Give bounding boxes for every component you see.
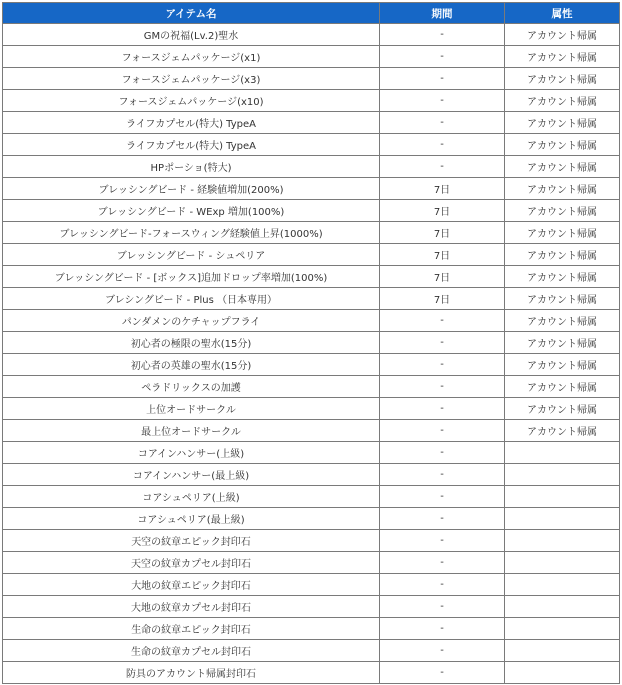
period-cell: - <box>380 508 505 530</box>
table-row <box>3 332 620 354</box>
period-cell: - <box>380 376 505 398</box>
item-name-cell: 大地の紋章エピック封印石 <box>3 574 380 596</box>
period-cell: 7日 <box>380 200 505 222</box>
table-row <box>3 552 620 574</box>
item-name-cell: コアインハンサー(上級) <box>3 442 380 464</box>
period-cell: - <box>380 530 505 552</box>
table-row <box>3 222 620 244</box>
item-name-cell: 初心者の極限の聖水(15分) <box>3 332 380 354</box>
item-name-cell: GMの祝福(Lv.2)聖水 <box>3 24 380 46</box>
period-cell: 7日 <box>380 222 505 244</box>
period-cell: - <box>380 156 505 178</box>
table-row <box>3 618 620 640</box>
attribute-cell <box>505 662 620 684</box>
item-name-cell: フォースジェムパッケージ(x1) <box>3 46 380 68</box>
period-cell: - <box>380 552 505 574</box>
attribute-cell <box>505 442 620 464</box>
attribute-cell <box>505 618 620 640</box>
period-cell: - <box>380 618 505 640</box>
table-row <box>3 244 620 266</box>
table-row <box>3 486 620 508</box>
attribute-cell: アカウント帰属 <box>505 310 620 332</box>
header-item-name: アイテム名 <box>3 3 380 24</box>
item-name-cell: フォースジェムパッケージ(x10) <box>3 90 380 112</box>
period-cell: 7日 <box>380 178 505 200</box>
header-period: 期間 <box>380 3 505 24</box>
table-row <box>3 420 620 442</box>
attribute-cell: アカウント帰属 <box>505 178 620 200</box>
attribute-cell <box>505 640 620 662</box>
table-row <box>3 46 620 68</box>
period-cell: 7日 <box>380 288 505 310</box>
item-name-cell: ブレッシングビード - 経験値増加(200%) <box>3 178 380 200</box>
period-cell: - <box>380 574 505 596</box>
attribute-cell: アカウント帰属 <box>505 134 620 156</box>
table-row <box>3 574 620 596</box>
item-name-cell: ブレッシングビード-フォースウィング経験値上昇(1000%) <box>3 222 380 244</box>
table-row <box>3 156 620 178</box>
item-name-cell: ブレッシングビード - WExp 増加(100%) <box>3 200 380 222</box>
table-row <box>3 530 620 552</box>
period-cell: - <box>380 464 505 486</box>
period-cell: - <box>380 420 505 442</box>
table-row <box>3 288 620 310</box>
item-table <box>2 2 620 684</box>
item-name-cell: 初心者の英雄の聖水(15分) <box>3 354 380 376</box>
attribute-cell: アカウント帰属 <box>505 288 620 310</box>
table-header <box>3 3 620 24</box>
period-cell: - <box>380 398 505 420</box>
table-row <box>3 376 620 398</box>
attribute-cell <box>505 574 620 596</box>
period-cell: - <box>380 90 505 112</box>
header-attribute: 属性 <box>505 3 620 24</box>
item-name-cell: HPポーショ(特大) <box>3 156 380 178</box>
table-row <box>3 24 620 46</box>
period-cell: - <box>380 354 505 376</box>
period-cell: - <box>380 640 505 662</box>
item-name-cell: ペラドリックスの加護 <box>3 376 380 398</box>
table-row <box>3 68 620 90</box>
table-row <box>3 442 620 464</box>
period-cell: - <box>380 134 505 156</box>
item-table-container <box>2 2 619 684</box>
item-name-cell: 生命の紋章エピック封印石 <box>3 618 380 640</box>
item-name-cell: コアシュペリア(上級) <box>3 486 380 508</box>
table-row <box>3 354 620 376</box>
item-name-cell: フォースジェムパッケージ(x3) <box>3 68 380 90</box>
item-name-cell: ブレッシングビード - シュペリア <box>3 244 380 266</box>
attribute-cell: アカウント帰属 <box>505 420 620 442</box>
table-row <box>3 134 620 156</box>
attribute-cell: アカウント帰属 <box>505 112 620 134</box>
item-name-cell: コアシュペリア(最上級) <box>3 508 380 530</box>
item-name-cell: 最上位オードサークル <box>3 420 380 442</box>
table-row <box>3 112 620 134</box>
item-name-cell: ブレッシングビード - [ボックス]追加ドロップ率増加(100%) <box>3 266 380 288</box>
attribute-cell: アカウント帰属 <box>505 200 620 222</box>
item-name-cell: パンダメンのケチャップフライ <box>3 310 380 332</box>
attribute-cell: アカウント帰属 <box>505 68 620 90</box>
item-name-cell: ブレシングビード - Plus （日本専用） <box>3 288 380 310</box>
period-cell: - <box>380 46 505 68</box>
table-row <box>3 662 620 684</box>
attribute-cell: アカウント帰属 <box>505 244 620 266</box>
attribute-cell <box>505 552 620 574</box>
item-name-cell: 天空の紋章エピック封印石 <box>3 530 380 552</box>
item-name-cell: 生命の紋章カプセル封印石 <box>3 640 380 662</box>
item-name-cell: ライフカプセル(特大) TypeA <box>3 134 380 156</box>
item-name-cell: 大地の紋章カプセル封印石 <box>3 596 380 618</box>
period-cell: - <box>380 112 505 134</box>
attribute-cell: アカウント帰属 <box>505 222 620 244</box>
period-cell: 7日 <box>380 244 505 266</box>
table-row <box>3 640 620 662</box>
table-row <box>3 178 620 200</box>
item-name-cell: 上位オードサークル <box>3 398 380 420</box>
attribute-cell <box>505 486 620 508</box>
attribute-cell <box>505 596 620 618</box>
header-row <box>3 3 620 24</box>
period-cell: - <box>380 486 505 508</box>
attribute-cell: アカウント帰属 <box>505 46 620 68</box>
period-cell: - <box>380 68 505 90</box>
table-row <box>3 90 620 112</box>
period-cell: - <box>380 442 505 464</box>
table-row <box>3 596 620 618</box>
attribute-cell <box>505 530 620 552</box>
table-body <box>3 24 620 684</box>
item-name-cell: コアインハンサー(最上級) <box>3 464 380 486</box>
period-cell: - <box>380 310 505 332</box>
table-row <box>3 508 620 530</box>
attribute-cell: アカウント帰属 <box>505 90 620 112</box>
item-name-cell: ライフカプセル(特大) TypeA <box>3 112 380 134</box>
attribute-cell <box>505 508 620 530</box>
period-cell: - <box>380 662 505 684</box>
attribute-cell: アカウント帰属 <box>505 398 620 420</box>
attribute-cell: アカウント帰属 <box>505 376 620 398</box>
period-cell: 7日 <box>380 266 505 288</box>
attribute-cell: アカウント帰属 <box>505 266 620 288</box>
period-cell: - <box>380 596 505 618</box>
table-row <box>3 464 620 486</box>
attribute-cell: アカウント帰属 <box>505 332 620 354</box>
period-cell: - <box>380 24 505 46</box>
item-name-cell: 天空の紋章カプセル封印石 <box>3 552 380 574</box>
attribute-cell: アカウント帰属 <box>505 354 620 376</box>
table-row <box>3 310 620 332</box>
attribute-cell <box>505 464 620 486</box>
item-name-cell: 防具のアカウント帰属封印石 <box>3 662 380 684</box>
table-row <box>3 200 620 222</box>
attribute-cell: アカウント帰属 <box>505 156 620 178</box>
table-row <box>3 266 620 288</box>
table-row <box>3 398 620 420</box>
period-cell: - <box>380 332 505 354</box>
attribute-cell: アカウント帰属 <box>505 24 620 46</box>
